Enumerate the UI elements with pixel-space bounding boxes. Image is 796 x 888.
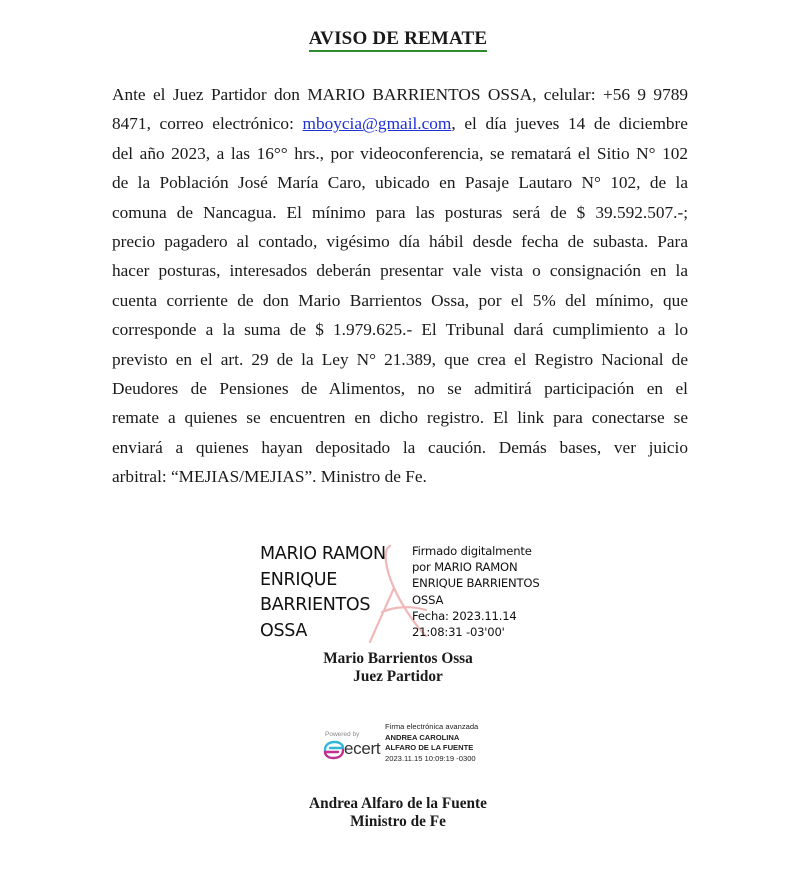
body-line: del año 2023, a las 16°° hrs., por videoconferencia, se rematará el Sitio N° 102 xyxy=(112,143,688,163)
signature-detail-line: ENRIQUE BARRIENTOS xyxy=(412,576,540,591)
body-line-text: , el día jueves 14 de diciembre xyxy=(451,114,688,134)
title-text: AVISO DE REMATE xyxy=(309,28,488,52)
body-line: de la Población José María Caro, ubicado en Pasaje Lautaro N° 102, de la xyxy=(112,173,688,193)
ecert-detail-line: ANDREA CAROLINA xyxy=(385,732,460,742)
ecert-detail-line: ALFARO DE LA FUENTE xyxy=(385,743,474,753)
body-line: enviará a quienes hayan depositado la caución. Demás bases, ver juicio xyxy=(112,437,688,457)
notary-printed-name: Andrea Alfaro de la Fuente xyxy=(309,795,487,812)
ecert-detail-line: 2023.11.15 10:09:19 -0300 xyxy=(385,753,476,763)
signature-detail-line: Firmado digitalmente xyxy=(412,544,532,558)
body-line: hacer posturas, interesados deberán presentar vale vista o consignación en la xyxy=(112,261,688,281)
body-line-text: 8471, correo electrónico: xyxy=(112,114,303,134)
judge-role: Juez Partidor xyxy=(353,668,443,685)
body-line: corresponde a la suma de $ 1.979.625.- El Tribunal dará cumplimiento a lo xyxy=(112,320,688,340)
email-link[interactable]: mboycia@gmail.com xyxy=(302,114,452,134)
body-line: Deudores de Pensiones de Alimentos, no se admitirá participación en el xyxy=(112,378,688,398)
notice-body xyxy=(112,80,688,491)
body-line: precio pagadero al contado, vigésimo día hábil desde fecha de subasta. Para xyxy=(112,231,688,251)
ecert-signature xyxy=(322,722,492,772)
powered-by-label: Powered by xyxy=(325,731,360,738)
document-title xyxy=(0,28,796,50)
body-line: Ante el Juez Partidor don MARIO BARRIENTOS OSSA, celular: +56 9 9789 xyxy=(112,85,688,104)
body-line: comuna de Nancagua. El mínimo para las posturas será de $ 39.592.507.-; xyxy=(112,202,688,222)
signer-name-line: ENRIQUE xyxy=(260,569,338,590)
body-line: previsto en el art. 29 de la Ley N° 21.389, que crea el Registro Nacional de xyxy=(112,349,688,369)
ecert-brand-text: ecert xyxy=(344,739,381,758)
notary-signature-caption xyxy=(0,795,796,831)
signer-name-line: BARRIENTOS xyxy=(260,595,371,615)
signature-detail-line: 21:08:31 -03'00' xyxy=(412,625,505,640)
body-line: remate a quienes se encuentren en dicho registro. El link para conectarse se xyxy=(112,408,688,428)
digital-signature-judge xyxy=(258,540,558,645)
judge-signature-caption xyxy=(0,650,796,686)
notary-role: Ministro de Fe xyxy=(350,813,446,830)
signer-name-large xyxy=(260,542,386,644)
signature-detail-line: por MARIO RAMON xyxy=(412,560,518,575)
signer-name-line: MARIO RAMON xyxy=(260,544,386,564)
signature-detail-line: OSSA xyxy=(412,592,444,607)
signature-details xyxy=(412,543,539,640)
ecert-signature-details xyxy=(385,722,478,764)
signer-name-line: OSSA xyxy=(260,620,308,641)
body-line xyxy=(112,109,688,138)
body-line: cuenta corriente de don Mario Barrientos Ossa, por el 5% del mínimo, que xyxy=(112,290,688,310)
body-line: arbitral: “MEJIAS/MEJIAS”. Ministro de Fe. xyxy=(112,467,427,487)
judge-printed-name: Mario Barrientos Ossa xyxy=(323,650,473,667)
ecert-detail-line: Firma electrónica avanzada xyxy=(385,722,479,731)
signature-detail-line: Fecha: 2023.11.14 xyxy=(412,608,517,623)
